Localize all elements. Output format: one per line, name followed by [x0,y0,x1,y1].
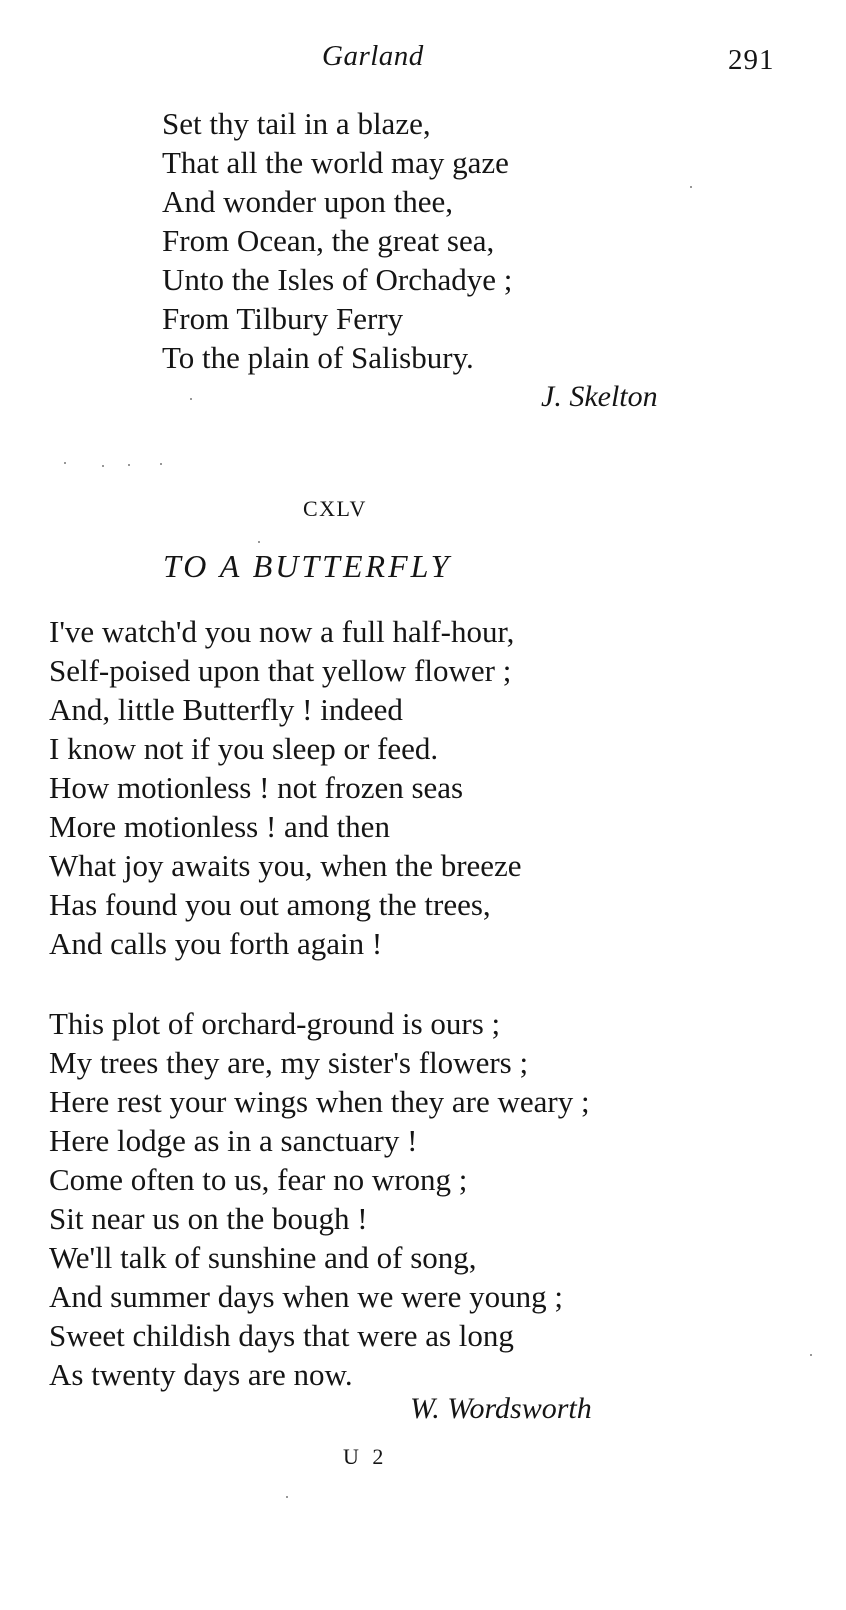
poem-line: To the plain of Salisbury. [162,340,474,375]
poem-line: Has found you out among the trees, [49,887,491,922]
poem-line: Unto the Isles of Orchadye ; [162,262,513,297]
poem-line: Here rest your wings when they are weary ; [49,1084,590,1119]
poem-line: As twenty days are now. [49,1357,353,1392]
scan-speck [810,1354,812,1356]
poem-line: Sit near us on the bough ! [49,1201,368,1236]
poem-line: How motionless ! not frozen seas [49,770,464,805]
poem-line: And summer days when we were young ; [49,1279,563,1314]
poem-line: From Ocean, the great sea, [162,223,495,258]
scan-speck [690,186,692,188]
scan-speck [128,464,130,466]
poem-line: Come often to us, fear no wrong ; [49,1162,468,1197]
poem-stanza-1 [49,612,522,963]
poem-line: Sweet childish days that were as long [49,1318,514,1353]
poem-line: And, little Butterfly ! indeed [49,692,403,727]
previous-poem-author: J. Skelton [541,380,658,413]
poem-line: And wonder upon thee, [162,184,453,219]
poem-author: W. Wordsworth [410,1392,592,1425]
poem-line: And calls you forth again ! [49,926,383,961]
poem-line: Here lodge as in a sanctuary ! [49,1123,418,1158]
poem-line: What joy awaits you, when the breeze [49,848,522,883]
poem-line: We'll talk of sunshine and of song, [49,1240,477,1275]
poem-line: I've watch'd you now a full half-hour, [49,614,515,649]
scan-speck [286,1496,288,1498]
poem-line: More motionless ! and then [49,809,390,844]
running-title: Garland [322,40,424,72]
poem-line: That all the world may gaze [162,145,509,180]
signature-mark: U 2 [343,1444,388,1469]
poem-line: Self-poised upon that yellow flower ; [49,653,512,688]
poem-line: I know not if you sleep or feed. [49,731,439,766]
poem-line: Set thy tail in a blaze, [162,106,431,141]
poem-line: From Tilbury Ferry [162,301,404,336]
poem-number: CXLV [303,496,367,521]
poem-line: This plot of orchard-ground is ours ; [49,1006,501,1041]
scan-speck [64,462,66,464]
poem-stanza-2 [49,1004,590,1394]
previous-poem-stanza [162,104,512,377]
page-number: 291 [728,44,775,76]
scan-speck [258,541,260,543]
scan-speck [102,465,104,467]
scan-speck [190,398,192,400]
poem-title: TO A BUTTERFLY [163,548,452,584]
scan-speck [160,463,162,465]
poem-line: My trees they are, my sister's flowers ; [49,1045,529,1080]
